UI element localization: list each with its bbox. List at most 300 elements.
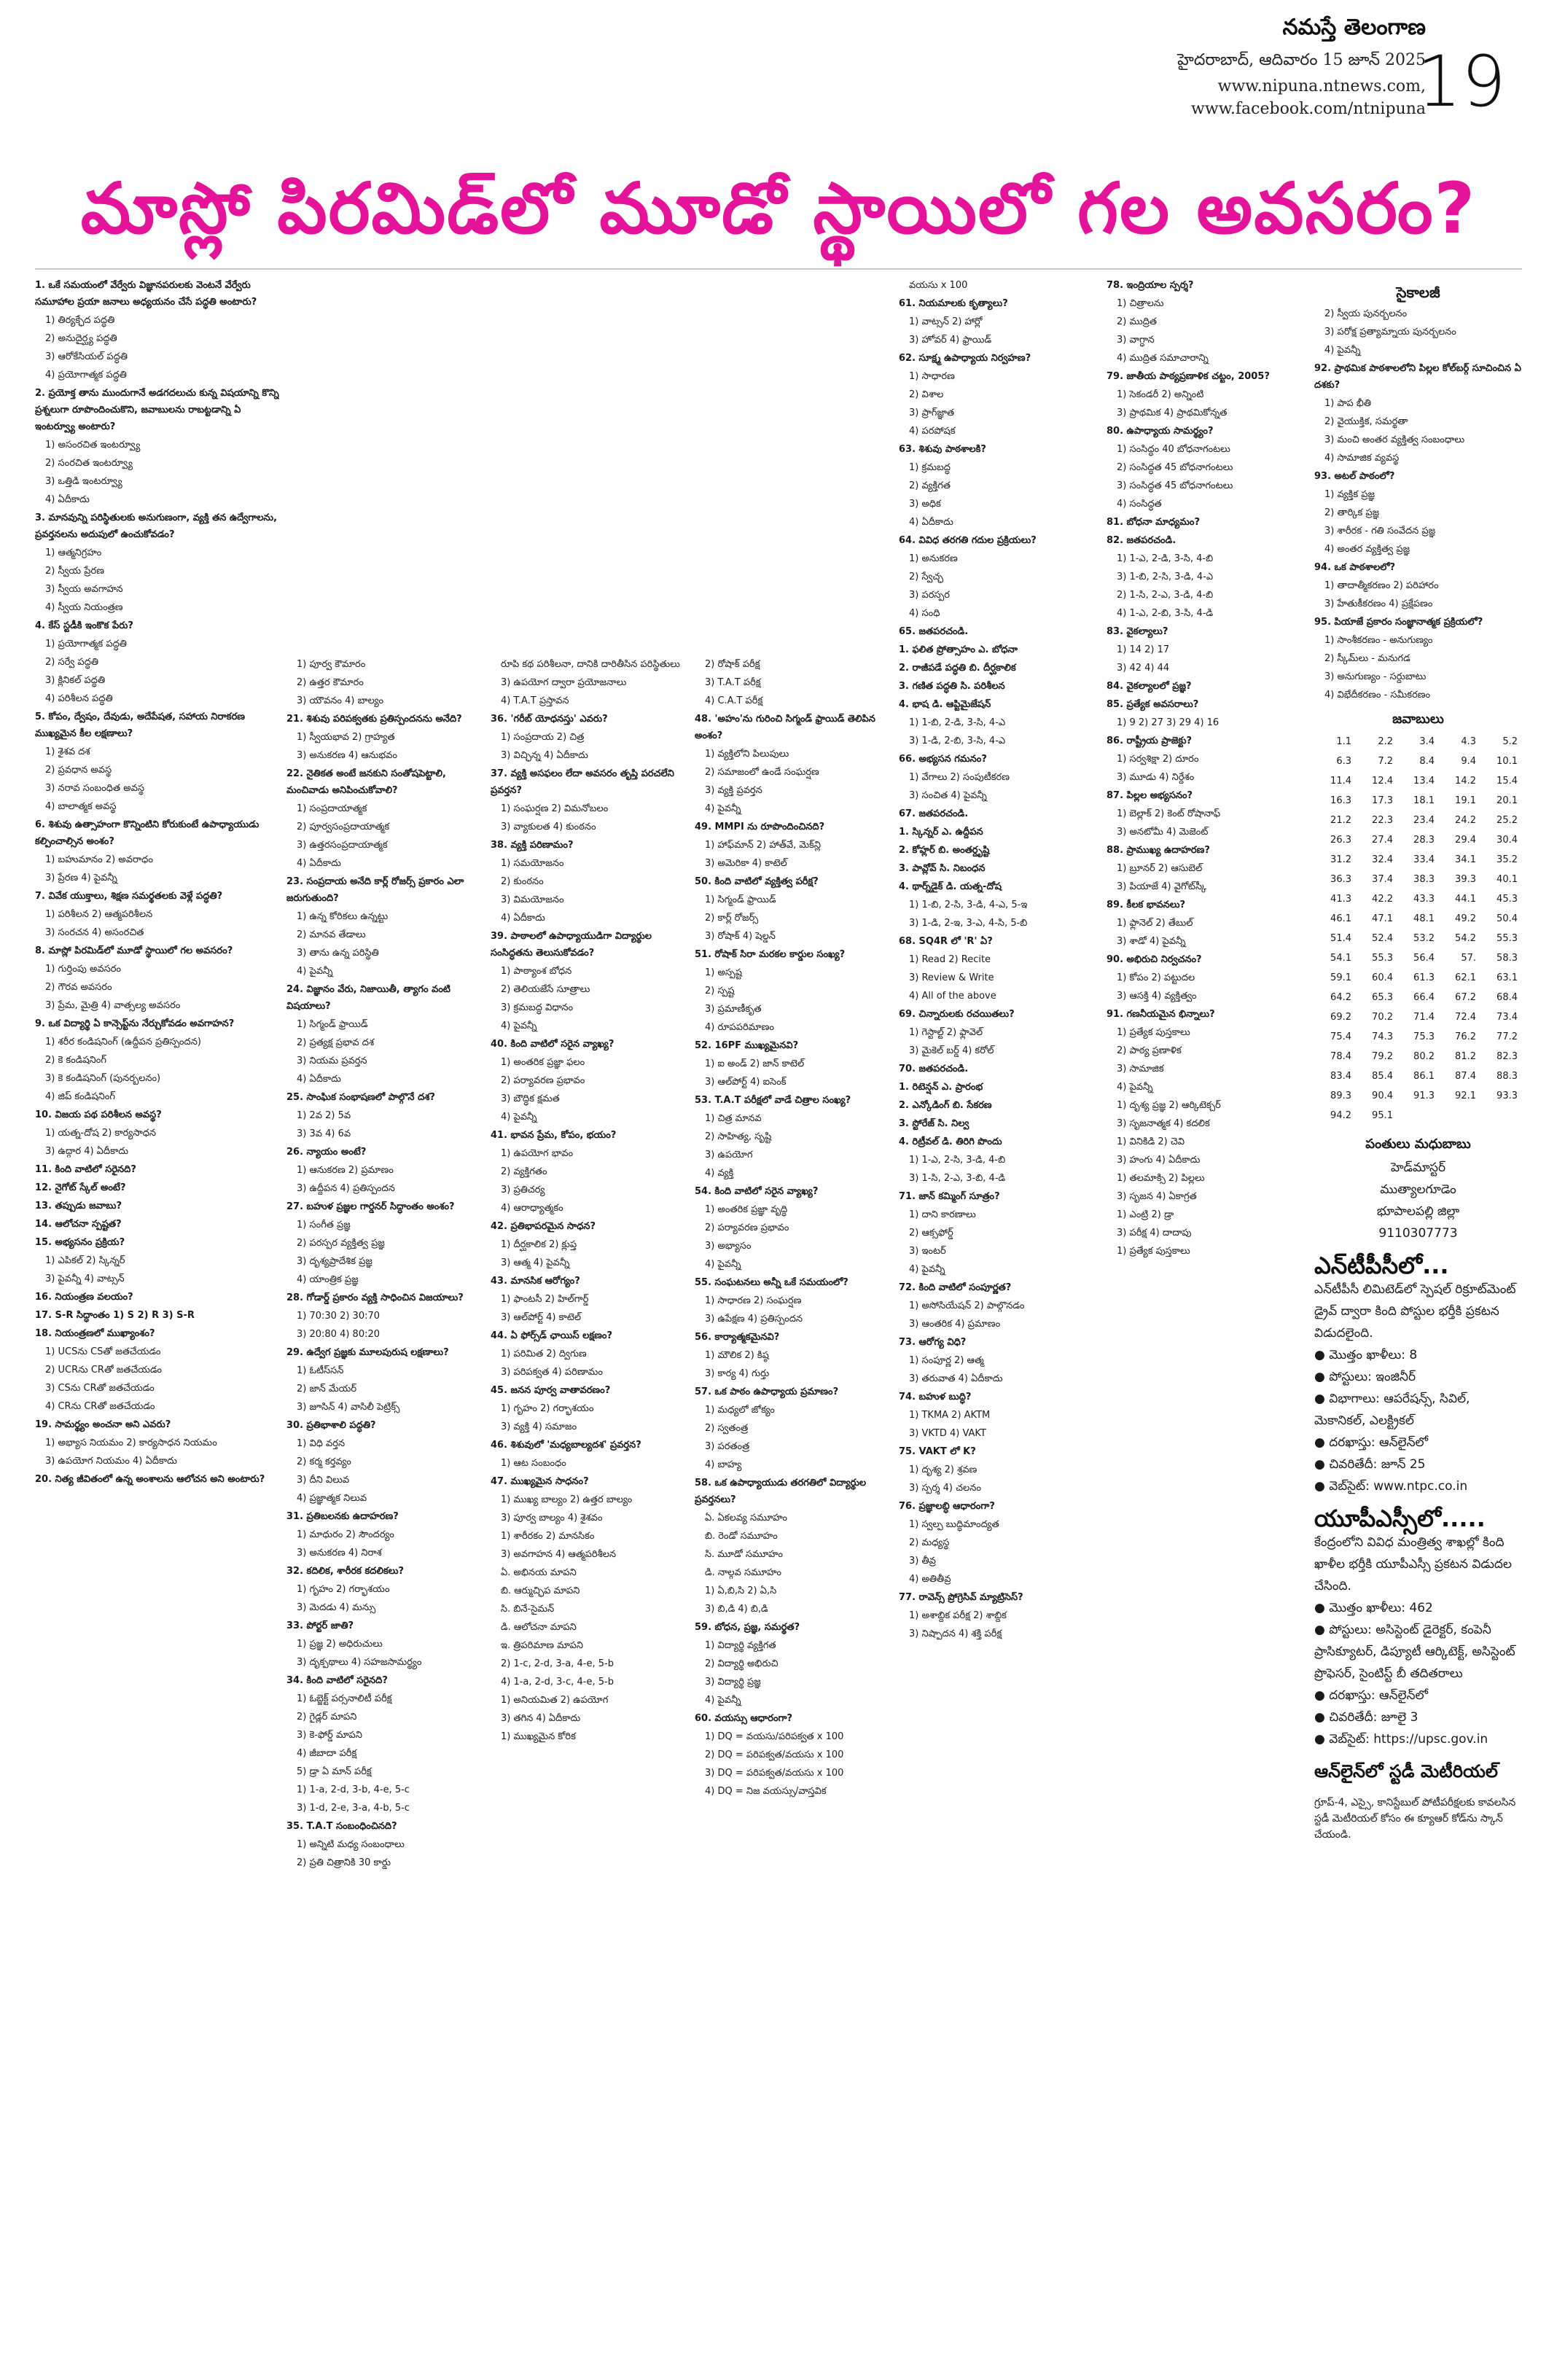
- option-text: 1) 1-ఎ, 2-డి, 3-సి, 4-బి: [1117, 553, 1214, 564]
- option-text: 1) ఎపికల్ 2) స్కిన్నర్: [45, 1255, 125, 1266]
- answer-cell: 17.3: [1372, 795, 1393, 806]
- option-text: 3) ఆసక్తి 4) వ్యక్తిత్వం: [1117, 991, 1197, 1002]
- option-text: 2) ముద్రిత: [1117, 316, 1158, 327]
- answer-cell: 80.2: [1413, 1051, 1435, 1062]
- option-text: 1) బహుమానం 2) అవరాధం: [45, 854, 153, 865]
- question-text: 8. మాస్లో పిరమిడ్‌లో మూడో స్థాయిలో గల అవసరం?: [35, 945, 233, 956]
- answer-cell: 60.4: [1372, 972, 1393, 983]
- option-text: 1) తిర్యక్ఛేద పద్ధతి: [45, 315, 115, 326]
- question-text: 19. సామర్థ్యం అంచనా అని ఎవరు?: [35, 1419, 171, 1430]
- column-1: [35, 277, 279, 2376]
- option-text: 1) ప్రత్యేక పుస్తకాలు: [1117, 1246, 1190, 1257]
- option-text: 1) సాధారణ: [909, 371, 955, 382]
- answer-cell: 11.4: [1330, 776, 1351, 787]
- question-text: 2. ప్రయోక్త తాను ముందుగానే అడగదలుచు కున్న విషయాన్ని కొన్ని ప్రశ్నలుగా రూపొందించుకొని, జవాబులను రాబట్టడాన్ని ఏ ఇంటర్వ్యూ అంటారు?: [35, 388, 279, 432]
- option-text: 2) గైడ్లర్ మాపని: [297, 1712, 357, 1722]
- option-text: 1) 1-బి, 2-డి, 3-సి, 4-ఎ: [909, 717, 1006, 728]
- option-text: 2) రోషాక్ పరీక్ష: [705, 659, 760, 670]
- option-text: 1) అనియమిత 2) ఉపయోగ: [501, 1695, 609, 1706]
- option-text: 3) ఉపయోగ: [705, 1150, 753, 1160]
- answer-cell: 35.2: [1496, 854, 1518, 865]
- option-text: 2) తార్కిక ప్రజ్ఞ: [1324, 507, 1380, 518]
- question-text: 2. కోహ్లర్ బి. అంతర్దృష్టి: [899, 845, 990, 856]
- option-text: 4) పరపోషక: [909, 426, 956, 437]
- option-text: 1) యత్న-దోష 2) కార్యసాధన: [45, 1128, 157, 1139]
- answer-cell: 75.4: [1330, 1031, 1351, 1042]
- column-7-questions: [1314, 305, 1522, 703]
- option-text: 2) వ్యక్తిగతం: [501, 1166, 547, 1177]
- answer-cell: 88.3: [1496, 1071, 1518, 1082]
- question-text: 27. బహుళ ప్రజ్ఞల గార్డనర్ సిద్ధాంతం అంశం?: [286, 1201, 455, 1212]
- answer-cell: 82.3: [1496, 1051, 1518, 1062]
- question-text: 58. ఒక ఉపాధ్యాయుడు తరగతిలో విద్యార్థుల ప్రవర్తనలు?: [695, 1478, 867, 1505]
- question-text: 33. పోర్టర్ జాతి?: [286, 1620, 354, 1631]
- facebook-link[interactable]: www.facebook.com/ntnipuna: [1191, 100, 1426, 118]
- option-text: 2) జాన్ మేయర్: [297, 1384, 357, 1394]
- option-text: 2) DQ = పరిపక్వత/వయసు x 100: [705, 1749, 844, 1760]
- question-text: 66. అభ్యసన గమనం?: [899, 754, 987, 765]
- question-text: 94. ఒక పాఠశాలలో?: [1314, 562, 1396, 573]
- option-text: 3) స్పర్శ 4) చలనం: [909, 1483, 981, 1494]
- option-text: 1) మౌలిక 2) కిష్ఠ: [705, 1350, 769, 1361]
- answer-cell: 19.1: [1455, 795, 1476, 806]
- option-text: 1) అంతరిక ప్రజ్ఞా ఫలం: [501, 1057, 585, 1068]
- option-text: 1) సంప్రదాయ 2) చిత్ర: [501, 732, 585, 743]
- date-line: హైదరాబాద్, ఆదివారం 15 జూన్ 2025: [1177, 51, 1426, 69]
- answer-row: [1314, 1047, 1522, 1066]
- answer-cell: 67.2: [1455, 992, 1476, 1003]
- option-text: 1) స్వీయభావ 2) గ్రాహ్యత: [297, 732, 395, 743]
- option-text: 3) Review & Write: [909, 972, 994, 983]
- option-text: 4) బాహ్య: [705, 1459, 742, 1470]
- option-text: 4) పైవన్నీ: [705, 1695, 741, 1706]
- option-text: 2) ప్రవధాన అవస్థ: [45, 765, 112, 776]
- option-text: 3) వ్యక్తి 4) సమాజం: [501, 1421, 577, 1432]
- answer-row: [1314, 1027, 1522, 1047]
- option-text: 3) సంసిద్ధత 45 బోధనాగంటలు: [1117, 480, 1233, 491]
- question-text: 44. ఏ ఫోర్స్‌డ్ ఛాయిస్ లక్షణం?: [491, 1330, 613, 1341]
- question-text: 37. వ్యక్తి అసఫలం లేదా అవసరం తృప్తి పరచలేని ప్రవర్తన?: [491, 768, 674, 796]
- option-text: 1) అసంరచిత ఇంటర్వ్యూ: [45, 440, 141, 450]
- option-text: 2) కర్మ కర్తవ్యం: [297, 1456, 351, 1467]
- option-text: 1) గృహం 2) గర్భాశయం: [297, 1584, 390, 1595]
- option-text: 1) ఓబ్జెక్ట్ పర్సనాలిటీ పరీక్ష: [297, 1693, 392, 1704]
- answer-cell: 51.4: [1330, 933, 1351, 944]
- page-header: [0, 0, 1557, 168]
- answer-cell: 25.2: [1496, 815, 1518, 826]
- answer-row: [1314, 830, 1522, 850]
- option-text: 2) సాహిత్య, సృష్టి: [705, 1131, 772, 1142]
- question-text: 15. అభ్యసనం ప్రక్రియ?: [35, 1237, 125, 1248]
- option-text: 3) శాడో 4) పైవన్నీ: [1117, 936, 1186, 947]
- question-text: 49. MMPI ను రూపొందించినది?: [695, 822, 825, 832]
- detail-line: హెడ్‌మాస్టర్: [1390, 1160, 1446, 1175]
- question-text: 95. పియాజే ప్రకారం సంజ్ఞానాత్మక ప్రక్రియలో?: [1314, 617, 1483, 628]
- answer-cell: 91.3: [1413, 1090, 1435, 1101]
- option-text: 3) బి,డి 4) బి,డి: [705, 1604, 768, 1615]
- option-text: 3) బౌద్ధిక క్షమత: [501, 1093, 560, 1104]
- option-text: 3) ప్రతిచర్య: [501, 1185, 545, 1195]
- option-text: 3) కె-ఫోర్డ్ మాపని: [297, 1730, 362, 1741]
- answer-cell: 21.2: [1330, 815, 1351, 826]
- answer-cell: 57.: [1461, 953, 1476, 964]
- question-text: 47. ముఖ్యమైన సాధనం?: [491, 1476, 589, 1487]
- option-text: 4) C.A.T పరీక్ష: [705, 695, 763, 706]
- answer-cell: 61.3: [1413, 972, 1435, 983]
- answer-cell: 56.4: [1413, 953, 1435, 964]
- question-text: 90. అభిరుచి నిర్వచనం?: [1107, 954, 1202, 965]
- option-text: 1) వ్యక్తిక ప్రజ్ఞ: [1324, 489, 1375, 500]
- option-text: 3) హోవర్ 4) ఫ్రాయిడ్: [909, 335, 992, 346]
- question-text: 67. జతపరచండి.: [899, 808, 969, 819]
- option-text: 1) బెల్లాక్ 2) కెంట్ రోషానాఫ్: [1117, 808, 1221, 819]
- option-text: 1) 1-బి, 2-సి, 3-డి, 4-ఎ, 5-ఇ: [909, 900, 1028, 910]
- option-text: 2) ప్రతి చిత్రానికి 30 కార్డు: [297, 1857, 391, 1868]
- answer-row: [1314, 811, 1522, 830]
- option-text: 3) అనుకరణ 4) నిరాశ: [297, 1548, 382, 1558]
- answer-row: [1314, 889, 1522, 909]
- option-text: 3) స్వీయ అవగాహన: [45, 584, 123, 595]
- option-text: 1) వేగాలు 2) సంపుటీకరణ: [909, 772, 1010, 783]
- answer-cell: 49.2: [1455, 913, 1476, 924]
- answer-cell: 37.4: [1372, 874, 1393, 885]
- option-text: 3) ఒత్తిడి ఇంటర్వ్యూ: [45, 476, 122, 487]
- option-text: 4) అతితీవ్ర: [909, 1574, 951, 1585]
- option-text: 4) యాంత్రిక ప్రజ్ఞ: [297, 1274, 359, 1285]
- option-text: 1) పాప భీతి: [1324, 398, 1372, 409]
- question-text: 40. కింది వాటిలో సరైన వ్యాఖ్య?: [491, 1039, 614, 1050]
- question-text: 4. కేస్ స్టడీకి ఇంకొక పేరు?: [35, 620, 133, 631]
- answer-cell: 83.4: [1330, 1071, 1351, 1082]
- answer-cell: 36.3: [1330, 874, 1351, 885]
- answer-cell: 73.4: [1496, 1012, 1518, 1023]
- option-text: 1) ప్రయోగాత్మక పద్ధతి: [45, 639, 127, 649]
- answer-cell: 4.3: [1461, 736, 1476, 747]
- question-text: 75. VAKT లో K?: [899, 1446, 976, 1457]
- answer-cell: 45.3: [1496, 894, 1518, 905]
- question-text: 85. ప్రత్యేక అవసరాలు?: [1107, 699, 1199, 710]
- question-text: 87. పిల్లల అభ్యసనం?: [1107, 790, 1193, 801]
- question-text: 25. సాంఘిక సంభాషణలో పాల్గొనే దశ?: [286, 1092, 435, 1103]
- question-text: 1. రిటెన్షన్ ఎ. ప్రారంభ: [899, 1082, 983, 1093]
- option-text: 1) బ్రూనర్ 2) ఆసుబెల్: [1117, 863, 1203, 874]
- answer-cell: 58.3: [1496, 953, 1518, 964]
- option-text: 1) ఏ,బి,సి 2) ఏ,సి: [705, 1585, 777, 1596]
- option-text: 3) తీవ్ర: [909, 1556, 936, 1566]
- option-text: 1) దృశ్య ప్రజ్ఞ 2) ఆర్కిటెక్చర్: [1117, 1100, 1221, 1111]
- option-text: 1) సంసిద్ధం 40 బోధనాగంటలు: [1117, 444, 1230, 455]
- website-link[interactable]: www.nipuna.ntnews.com,: [1217, 77, 1426, 95]
- question-text: 68. SQ4R లో 'R' ఏ?: [899, 936, 993, 947]
- option-text: 4) All of the above: [909, 991, 996, 1002]
- answers-table: [1314, 732, 1522, 1125]
- detail-line: ● పోస్టులు: అసిస్టెంట్ డైరెక్టర్, కంపెనీ ప్రాసిక్యూటర్, డిప్యూటీ ఆర్కిటెక్ట్, అసిస్టెంట్ ప్రొఫెసర్, సైంటిస్ట్ బీ తదితరాలు: [1314, 1623, 1515, 1681]
- option-text: 3) వ్యక్తి ప్రవర్తన: [705, 785, 762, 796]
- column-7: [1314, 277, 1522, 2376]
- option-text: 3) పియాజే 4) వైగోట్‌స్కీ: [1117, 881, 1207, 892]
- option-text: 4) ఏదీకాదు: [501, 913, 545, 924]
- option-text: 3) యౌవనం 4) బాల్యం: [297, 695, 384, 706]
- question-text: 54. కింది వాటిలో సరైన వ్యాఖ్య?: [695, 1186, 819, 1197]
- option-text: 4) పైవన్నీ: [501, 1021, 537, 1031]
- option-text: 3) పూర్వ బాల్యం 4) శైశవం: [501, 1513, 603, 1523]
- option-text: 1) ఉపయోగ భావం: [501, 1148, 574, 1159]
- option-text: 1) గుర్తింపు అవసరం: [45, 964, 122, 975]
- answer-cell: 70.2: [1372, 1012, 1393, 1023]
- question-text: 88. ప్రాముఖ్య ఉదాహరణ?: [1107, 845, 1210, 856]
- option-text: 3) ప్రాగ్‌జ్ఞాత: [909, 407, 955, 418]
- question-text: 4. రిట్రీవల్ డి. తిరిగి పొందు: [899, 1136, 1002, 1147]
- answer-cell: 92.1: [1455, 1090, 1476, 1101]
- answer-cell: 48.1: [1413, 913, 1435, 924]
- question-text: 3. పావ్లోవ్ సి. నిబంధన: [899, 863, 986, 874]
- question-text: 3. గణిత పద్ధతి సి. పరిశీలన: [899, 681, 1005, 692]
- option-text: 1) తాదాత్మీకరణం 2) పరిహారం: [1324, 580, 1439, 591]
- question-text: 30. ప్రతిభాశాలి పద్ధతి?: [286, 1420, 376, 1431]
- question-text: 78. ఇంద్రియాల స్పర్శ?: [1107, 280, 1194, 291]
- answer-cell: 13.4: [1413, 776, 1435, 787]
- answer-cell: 72.4: [1455, 1012, 1476, 1023]
- option-text: 3) నియమ ప్రవర్తన: [297, 1056, 367, 1066]
- question-text: 79. జాతీయ పాఠ్యప్రణాళిక చట్టం, 2005?: [1107, 371, 1270, 382]
- option-text: 1) TKMA 2) AKTM: [909, 1410, 991, 1421]
- option-text: 3) మైకెల్ బర్డ్ 4) కరోల్: [909, 1045, 994, 1056]
- question-text: 1. ఫలిత ప్రోత్సాహం ఎ. బోధనా: [899, 644, 1018, 655]
- detail-line: ● పోస్టులు: ఇంజినీర్: [1314, 1370, 1416, 1384]
- answer-cell: 15.4: [1496, 776, 1518, 787]
- answer-cell: 86.1: [1413, 1071, 1435, 1082]
- option-text: 3) కార్య 4) గుర్తు: [705, 1368, 770, 1379]
- column-6: [1107, 277, 1307, 2376]
- option-text: 3) అవగాహన 4) ఆత్మపరిశీలన: [501, 1549, 617, 1560]
- option-text: 1) పరిశీలన 2) ఆత్మపరిశీలన: [45, 909, 153, 920]
- answer-cell: 30.4: [1496, 835, 1518, 846]
- option-text: 3) దీని విలువ: [297, 1475, 350, 1486]
- option-text: 3) హంగు 4) ఏదీకాదు: [1117, 1155, 1201, 1166]
- answer-cell: 27.4: [1372, 835, 1393, 846]
- author-details: [1314, 1157, 1522, 1244]
- answer-row: [1314, 929, 1522, 948]
- option-text: 4) సామాజిక వ్యవస్థ: [1324, 453, 1400, 464]
- option-text: 1) UCSను CSతో జతచేయడం: [45, 1346, 161, 1357]
- answer-cell: 62.1: [1455, 972, 1476, 983]
- option-text: 1) శారీరకం 2) మానసికం: [501, 1531, 595, 1542]
- option-text: 1) వాట్సన్ 2) హార్లో: [909, 316, 983, 327]
- option-text: 3) నరావ సంబంధిత అవస్థ: [45, 783, 145, 794]
- answer-row: [1314, 791, 1522, 811]
- option-text: 1) అభ్యాస నియమం 2) కార్యసాధన నియమం: [45, 1437, 217, 1448]
- answer-cell: 6.3: [1336, 756, 1351, 767]
- article-columns: [35, 277, 1522, 2376]
- option-text: 3) క్రమబద్ధ విధానం: [501, 1002, 574, 1013]
- answer-cell: 63.1: [1496, 972, 1518, 983]
- column-4: [695, 656, 891, 2376]
- option-text: 1) గెస్టాల్ట్ 2) ఫ్లావెల్: [909, 1027, 983, 1038]
- option-text: 1) సంపూర్ణ 2) ఆత్మ: [909, 1355, 984, 1366]
- answer-cell: [1439, 1106, 1480, 1125]
- answer-row: [1314, 850, 1522, 870]
- option-text: 3) ప్రమాణీకృత: [705, 1004, 762, 1015]
- answer-cell: 66.4: [1413, 992, 1435, 1003]
- question-text: 52. 16PF ముఖ్యమైనవి?: [695, 1040, 799, 1051]
- option-text: 4) 1-a, 2-d, 3-c, 4-e, 5-b: [501, 1677, 614, 1688]
- question-text: 3. మానవున్ని పరిస్థితులకు అనుగుణంగా, వ్యక్తి తన ఉద్వేగాలను, ప్రవర్తనలను అదుపులో ఉంచుకోవడం?: [35, 512, 278, 540]
- question-text: 16. నియంత్రణ వలయం?: [35, 1292, 133, 1303]
- answer-cell: [1480, 1106, 1522, 1125]
- answer-cell: 8.4: [1419, 756, 1435, 767]
- answer-cell: 40.1: [1496, 874, 1518, 885]
- option-text: 3) రోషాక్ 4) షెల్డన్: [705, 931, 776, 942]
- option-text: 2) మధ్యస్థ: [909, 1537, 950, 1548]
- online-material-note: గ్రూప్-4, ఎస్సై, కానిస్టేబుల్ పోటీపరీక్షలకు కావలసిన స్టడీ మెటీరియల్ కోసం ఈ క్యూఆర్ కోడ్‌ను స్కాన్ చేయండి.: [1314, 1797, 1516, 1841]
- question-text: 1. స్కిన్నర్ ఎ. ఉద్దీపన: [899, 827, 983, 838]
- option-text: 2) పరస్పర వ్యక్తిత్వ ప్రజ్ఞ: [297, 1238, 385, 1249]
- question-text: 9. ఒక విద్యార్థి ఏ కాన్సెప్ట్‌ను నేర్చుకోవడం అవగాహన?: [35, 1018, 235, 1029]
- option-text: 1) 70:30 2) 30:70: [297, 1311, 381, 1322]
- option-text: 3) ఉత్తరసంప్రదాయాత్మక: [297, 840, 388, 851]
- option-text: 3) అమెరికా 4) కాటెల్: [705, 858, 787, 869]
- option-text: 3) ఆల్‌పోర్ట్ 4) కాటెల్: [501, 1312, 582, 1323]
- option-text: 3) CSను CRతో జతచేయడం: [45, 1383, 155, 1394]
- question-text: 83. వైకల్యాలు?: [1107, 626, 1168, 637]
- option-text: ఏ. ఏకలవ్య సమూహం: [705, 1513, 787, 1523]
- question-text: 6. శిశువు ఉత్సాహంగా కొన్నింటిని కోరుకుంటే ఉపాధ్యాయుడు కల్పించాల్సిన అంశం?: [35, 819, 260, 847]
- question-text: 39. పాఠాలలో ఉపాధ్యాయుడిగా విద్యార్థుల సంసిద్ధతను తెలుసుకోవడం?: [491, 931, 652, 959]
- option-text: 1) అశాబ్దిక పరీక్ష 2) శాబ్దిక: [909, 1610, 1007, 1621]
- answer-row: [1314, 909, 1522, 929]
- answer-cell: 50.4: [1496, 913, 1518, 924]
- option-text: 1) శైశవ దశ: [45, 746, 90, 757]
- option-text: 4) బాలాత్మక అవస్థ: [45, 801, 117, 812]
- option-text: 2) 1-సి, 2-ఎ, 3-డి, 4-బి: [1117, 590, 1214, 601]
- option-text: 4) పైవన్నీ: [705, 803, 741, 814]
- option-text: 2) గౌరవ అవసరం: [45, 982, 112, 993]
- option-text: 2) స్కీమ్‌లు - మనుగడ: [1324, 653, 1410, 664]
- answer-cell: 95.1: [1372, 1110, 1393, 1121]
- answer-cell: 81.2: [1455, 1051, 1476, 1062]
- question-text: 60. వయస్సు ఆధారంగా?: [695, 1713, 793, 1724]
- option-text: 1) విధి వర్తన: [297, 1438, 346, 1449]
- option-text: 3) పరతంత్ర: [705, 1441, 750, 1452]
- option-text: 3) 1-డి, 2-బి, 3-సి, 4-ఎ: [909, 736, 1006, 746]
- option-text: 3) పరిపక్వత 4) పరిణామం: [501, 1367, 603, 1378]
- option-text: 3) సంరచన 4) అసంరచిత: [45, 927, 144, 938]
- option-text: 1) ఫ్లానెల్ 2) తేబుల్: [1117, 918, 1193, 929]
- option-text: 2) సర్వే పద్ధతి: [45, 657, 98, 668]
- option-text: 3) జూసిన్ 4) వాసిలీ పెట్రిక్స్: [297, 1402, 400, 1413]
- answer-cell: 43.3: [1413, 894, 1435, 905]
- option-text: 1) 9 2) 27 3) 29 4) 16: [1117, 717, 1220, 728]
- option-text: 3) హేతుకీకరణం 4) ప్రక్షేపణం: [1324, 598, 1433, 609]
- option-text: 4) ముద్రిత సమాచారాన్ని: [1117, 353, 1209, 364]
- option-text: 3) పరీక్ష 4) దాదాపు: [1117, 1228, 1192, 1238]
- detail-line: ముత్యాలగూడెం: [1380, 1182, 1456, 1197]
- option-text: 3) విమయోజనం: [501, 894, 564, 905]
- option-text: 4) జిప్ కండిషనింగ్: [45, 1091, 115, 1102]
- answer-cell: 33.4: [1413, 854, 1435, 865]
- answer-row: [1314, 968, 1522, 988]
- option-text: 1) అంతరిక ప్రజ్ఞా వృద్ధి: [705, 1204, 788, 1215]
- option-text: రూపి కథ పరిశీలనా, దానికి దారితీసిన పరిస్థితులు: [501, 659, 680, 670]
- question-text: 45. జనన పూర్వ వాతావరణం?: [491, 1385, 611, 1396]
- option-text: 3) ఆల్‌పోర్ట్ 4) ఐసెంక్: [705, 1077, 787, 1088]
- option-text: 4) CRను CRతో జతచేయడం: [45, 1401, 155, 1412]
- option-text: 1) ఆనుకరణ 2) ప్రమాణం: [297, 1165, 394, 1176]
- option-text: 3) 20:80 4) 80:20: [297, 1329, 381, 1340]
- author-name: పంతులు మధుబాబు: [1365, 1136, 1471, 1152]
- option-text: 1) దీర్ఘకాలిక 2) క్లుప్త: [501, 1239, 577, 1250]
- ntpc-intro: ఎన్‌టీపీసీ లిమిటెడ్‌లో స్పెషల్ రిక్రూట్‌మెంట్ డ్రైవ్ ద్వారా కింది పోస్టుల భర్తీకి ప్రకటన విడుదలైంది.: [1314, 1282, 1516, 1341]
- option-text: 1) సాంశీకరణం - అనుగుణ్యం: [1324, 635, 1433, 646]
- question-text: 34. కింది వాటిలో సరైనది?: [286, 1675, 388, 1686]
- option-text: 1) వ్యక్తిలోని పిలుపులు: [705, 749, 789, 760]
- question-text: 5. కోపం, ద్వేషం, దేవుడు, అదేపేషత, సహాయ నిరాకరణ ముఖ్యమైన కీల లక్షణాలు?: [35, 711, 246, 739]
- answer-cell: 54.1: [1330, 953, 1351, 964]
- option-text: 3) అనటోమీ 4) మెజెంట్: [1117, 827, 1209, 838]
- option-text: 3) అధిక: [909, 499, 941, 510]
- option-text: 1) అనుకరణ: [909, 553, 958, 564]
- answer-cell: 68.4: [1496, 992, 1518, 1003]
- option-text: 3) ఆరోకేసియల్ పద్ధతి: [45, 351, 128, 362]
- answer-cell: 24.2: [1455, 815, 1476, 826]
- option-text: సి. బినే-సైమన్: [501, 1604, 555, 1615]
- option-text: 3) దృశ్యప్రాదేశిక ప్రజ్ఞ: [297, 1256, 372, 1267]
- question-text: 14. ఆలోచనా స్పష్టత?: [35, 1219, 122, 1230]
- answer-cell: 54.2: [1455, 933, 1476, 944]
- option-text: 1) సిగ్మండ్ ఫ్రాయిడ్: [705, 894, 776, 905]
- option-text: 1) సమయోజనం: [501, 858, 564, 869]
- answer-cell: 41.3: [1330, 894, 1351, 905]
- question-text: 32. కదిలిక, శారీరక కదలికలు?: [286, 1566, 405, 1577]
- question-text: 57. ఒక పాఠం ఉపాధ్యాయ ప్రమాణం?: [695, 1386, 839, 1397]
- option-text: 1) 1-ఎ, 2-సి, 3-డి, 4-బి: [909, 1155, 1006, 1166]
- option-text: 3) అభ్యాసం: [705, 1241, 752, 1252]
- option-text: 2) ఉత్తర కౌమారం: [297, 677, 364, 688]
- answer-cell: 42.2: [1372, 894, 1393, 905]
- answer-row: [1314, 1086, 1522, 1106]
- option-text: 1) ఫాంటసీ 2) హిల్‌గార్డ్: [501, 1294, 589, 1305]
- detail-line: ● విభాగాలు: ఆపరేషన్స్, సివిల్, మెకానికల్, ఎలక్ట్రికల్: [1314, 1392, 1470, 1428]
- option-text: డి. నాల్గవ సమూహం: [705, 1567, 782, 1578]
- answer-cell: 39.3: [1455, 874, 1476, 885]
- option-text: 1) ఓటీస్‌సన్: [297, 1365, 344, 1376]
- question-text: 4. థార్న్‌డైక్ డి. యత్న-దోష: [899, 881, 1002, 892]
- option-text: 4) సంసిద్ధత: [1117, 499, 1162, 510]
- question-text: 10. విజయ పథ పరిశీలన అవస్థ?: [35, 1109, 162, 1120]
- answer-cell: 47.1: [1372, 913, 1393, 924]
- answer-cell: 14.2: [1455, 776, 1476, 787]
- question-text: 31. ప్రతిబలనకు ఉదాహరణ?: [286, 1511, 399, 1522]
- answer-cell: 53.2: [1413, 933, 1435, 944]
- question-text: 64. వివిధ తరగతి గదుల ప్రక్రియలు?: [899, 535, 1037, 546]
- option-text: 1) Read 2) Recite: [909, 954, 991, 965]
- question-text: 35. T.A.T సంబంధించినది?: [286, 1821, 397, 1832]
- answer-row: [1314, 1106, 1522, 1125]
- question-text: 12. నైగోట్ స్కేల్ అంటే?: [35, 1182, 126, 1193]
- column-3: [491, 656, 687, 2376]
- option-text: డి. ఆలోచనా మాపని: [501, 1622, 577, 1633]
- option-text: 2) సంసిద్ధత 45 బోధనాగంటలు: [1117, 462, 1233, 473]
- answer-cell: 23.4: [1413, 815, 1435, 826]
- question-text: 23. సంప్రదాయ అనేది కార్ల్ రోజర్స్ ప్రకారం ఎలా జరుగుతుంది?: [286, 876, 464, 904]
- answer-cell: [1397, 1106, 1439, 1125]
- option-text: 3) పరోక్ష ప్రత్యామ్నాయ పునర్బలనం: [1324, 327, 1456, 338]
- option-text: 3) VKTD 4) VAKT: [909, 1428, 986, 1439]
- detail-line: భూపాలపల్లి జిల్లా: [1376, 1204, 1460, 1219]
- answer-cell: 22.3: [1372, 815, 1393, 826]
- detail-line: ● వెబ్‌సైట్: https://upsc.gov.in: [1314, 1732, 1488, 1747]
- option-text: 1) దృశ్య 2) శ్రవణ: [909, 1464, 977, 1475]
